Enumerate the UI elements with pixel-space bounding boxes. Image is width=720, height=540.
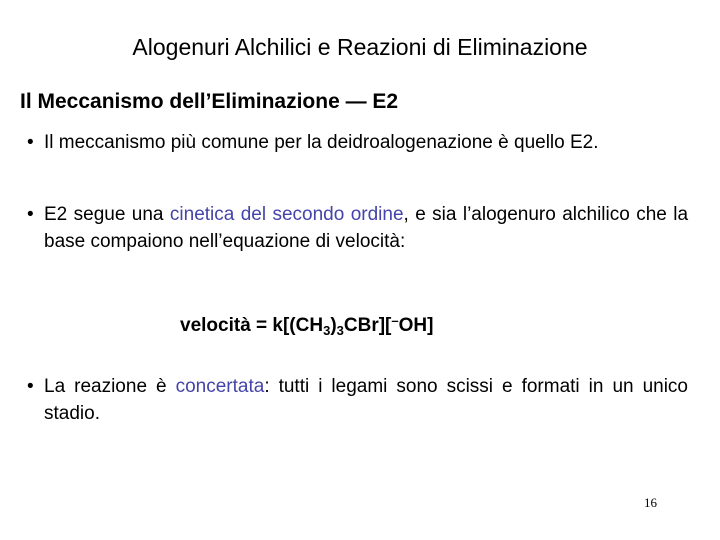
highlighted-term: concertata xyxy=(175,376,265,397)
formula-mid: CBr][ xyxy=(343,315,392,336)
bullet-text-after: , e sia l’alogenuro alchilico che la base compaiono nell’equazione di velocità: xyxy=(44,204,689,252)
bullet-text: Il meccanismo più comune per la deidroalogenazione è quello E2. xyxy=(44,132,599,153)
formula-prefix: velocità = k[(CH xyxy=(180,315,324,336)
formula-subscript: 3 xyxy=(336,323,344,338)
bullet-text-before: La reazione è xyxy=(44,376,176,397)
formula-superscript: – xyxy=(391,313,399,328)
bullet-item xyxy=(27,130,688,157)
slide-title: Alogenuri Alchilici e Reazioni di Eliminazione xyxy=(132,34,588,60)
bullet-icon: • xyxy=(27,376,34,397)
bullet-icon: • xyxy=(27,132,34,153)
bullet-icon: • xyxy=(27,204,34,225)
slide-subtitle: Il Meccanismo dell’Eliminazione — E2 xyxy=(20,90,399,113)
formula-mid: ) xyxy=(330,315,337,336)
formula-subscript: 3 xyxy=(323,323,331,338)
bullet-text-before: E2 segue una xyxy=(44,204,170,225)
bullet-item xyxy=(27,374,688,427)
bullet-item xyxy=(27,202,689,255)
page-number: 16 xyxy=(644,495,657,510)
formula-suffix: OH] xyxy=(398,315,434,336)
bullet-text-after: : tutti i legami sono scissi e formati in un unico stadio. xyxy=(44,376,688,424)
highlighted-term: cinetica del secondo ordine xyxy=(169,204,404,225)
rate-equation xyxy=(180,313,433,339)
